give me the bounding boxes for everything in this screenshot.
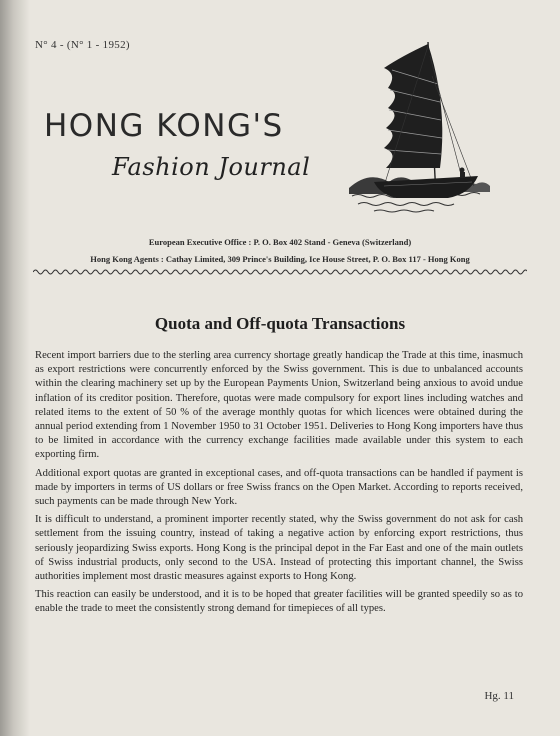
article-paragraph: Recent import barriers due to the sterling area currency shortage greatly handicap the Trade at this time, inasmuch as export restrictions were concurrently enforced by the Swiss government. This is due to unbalanced accounts within the clearing machinery set up by the European Payments Union, Switzerland being anxious to avoid undue inflation of its creditor position. Therefore, quotas were made compulsory for export lines including watches and related items to the extent of 50 % of the average monthly quotas for which licences were obtained during the annual period extending from 1 November 1950 to 31 October 1951. Deliveries to Hong Kong importers have thus to be limited in accordance with the currency exchange facilities made available under this system to each exporting firm. — [35, 350, 523, 461]
issue-number: N° 4 - (N° 1 - 1952) — [35, 39, 130, 51]
agents-address: Hong Kong Agents : Cathay Limited, 309 Prince's Building, Ice House Street, P. O. Box 117 - Hong Kong — [90, 254, 470, 264]
masthead-subtitle: Fashion Journal — [112, 153, 311, 181]
masthead-title: HONG KONG'S — [44, 108, 284, 144]
junk-boat-icon — [344, 36, 494, 216]
article-paragraph: This reaction can easily be understood, and it is to be hoped that greater facilities will be granted speedily so as to enable the trade to meet the consistently strong demand for timepieces of all types. — [35, 589, 523, 615]
article-body — [35, 349, 523, 621]
article-paragraph: Additional export quotas are granted in exceptional cases, and off-quota transactions can be handled if payment is made by importers in terms of US dollars or free Swiss francs on the Open Market. According to reports received, such payments can be made through New York. — [35, 467, 523, 508]
article-paragraph: It is difficult to understand, a prominent importer recently stated, why the Swiss government do not ask for cash settlement from the issuing country, instead of taking a negative action by enforcing export restrictions, thus seriously jeopardizing Swiss exports. Hong Kong is the principal depot in the Far East and one of the main outlets of Swiss industrial products, only second to the USA. Instead of protecting this important channel, the Swiss authorities implement most drastic measures against exports to Hong Kong. — [35, 514, 523, 583]
wavy-divider — [33, 266, 527, 278]
page-number: Hg. 11 — [484, 690, 514, 702]
article-title: Quota and Off-quota Transactions — [154, 314, 406, 333]
office-address: European Executive Office : P. O. Box 402 Stand - Geneva (Switzerland) — [148, 237, 412, 247]
